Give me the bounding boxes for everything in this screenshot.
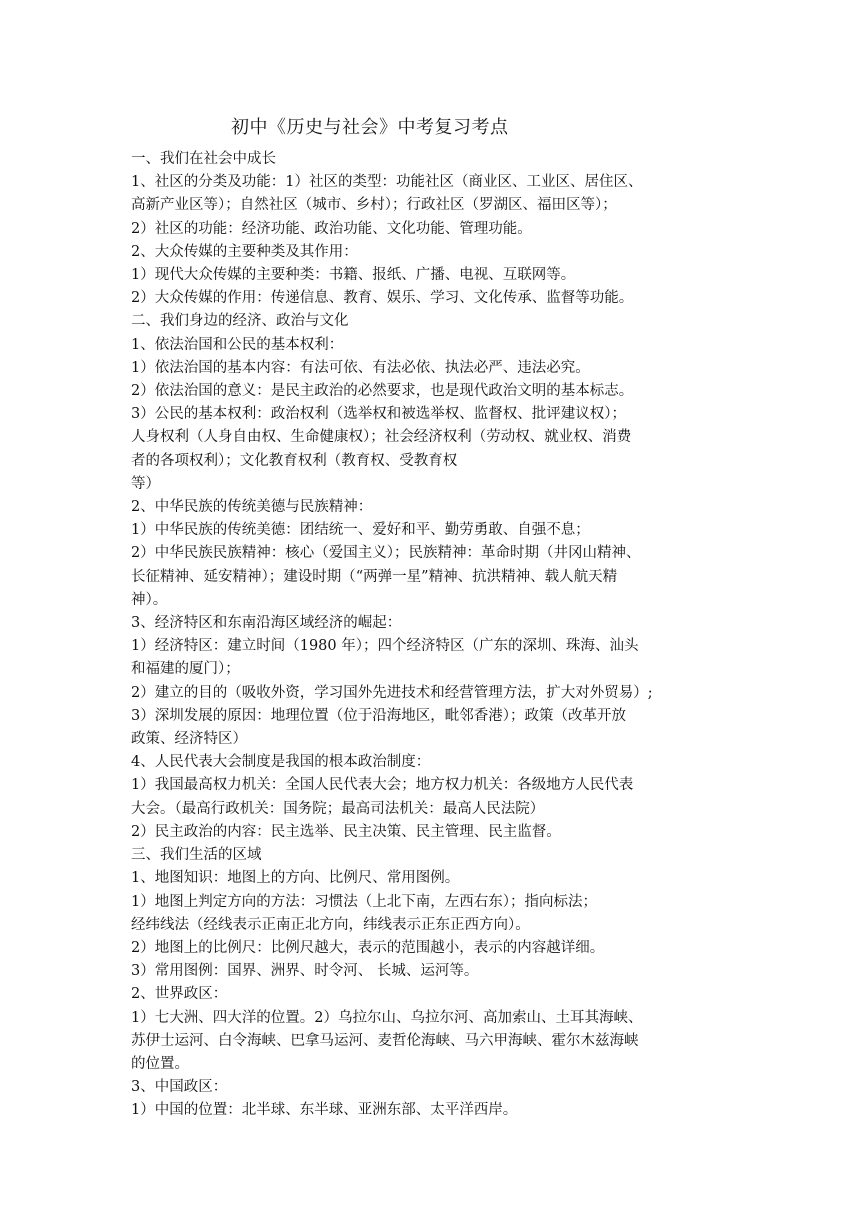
text-line: 苏伊士运河、白令海峡、巴拿马运河、麦哲伦海峡、马六甲海峡、霍尔木兹海峡 bbox=[131, 1032, 639, 1049]
text-line: 3、中国政区： bbox=[131, 1079, 228, 1096]
text-line: 一、我们在社会中成长 bbox=[131, 151, 276, 167]
text-line: 2）大众传媒的作用：传递信息、教育、娱乐、学习、文化传承、监督等功能。 bbox=[131, 290, 634, 307]
text-line: 1、地图知识：地图上的方向、比例尺、常用图例。 bbox=[131, 870, 460, 887]
text-line: 2）民主政治的内容：民主选举、民主决策、民主管理、民主监督。 bbox=[131, 823, 561, 840]
document-body bbox=[131, 148, 736, 1123]
text-line: 1、依法治国和公民的基本权利： bbox=[131, 336, 344, 353]
text-line: 1）中国的位置：北半球、东半球、亚洲东部、太平洋西岸。 bbox=[131, 1102, 518, 1119]
text-line: 2、中华民族的传统美德与民族精神： bbox=[131, 499, 373, 516]
text-line: 3）深圳发展的原因：地理位置（位于沿海地区，毗邻香港）；政策（改革开放 bbox=[131, 707, 626, 724]
text-line: 1）经济特区：建立时间（1980 年）；四个经济特区（广东的深圳、珠海、汕头 bbox=[131, 638, 639, 655]
text-line: 1）地图上判定方向的方法：习惯法（上北下南，左西右东）；指向标法； bbox=[131, 893, 597, 910]
text-line: 者的各项权利）；文化教育权利（教育权、受教育权 bbox=[131, 452, 458, 469]
text-line: 2）建立的目的（吸收外资，学习国外先进技术和经营管理方法，扩大对外贸易）; bbox=[131, 684, 653, 701]
text-line: 经纬线法（经线表示正南正北方向，纬线表示正东正西方向）。 bbox=[131, 916, 530, 933]
text-line: 和福建的厦门）； bbox=[131, 661, 240, 678]
text-line: 1）现代大众传媒的主要种类：书籍、报纸、广播、电视、互联网等。 bbox=[131, 267, 576, 284]
text-line: 2、世界政区： bbox=[131, 986, 228, 1003]
document-page bbox=[131, 114, 736, 1123]
text-line: 2）地图上的比例尺：比例尺越大，表示的范围越小，表示的内容越详细。 bbox=[131, 939, 605, 956]
document-title: 初中《历史与社会》中考复习考点 bbox=[231, 117, 509, 138]
text-line: 高新产业区等）；自然社区（城市、乡村）；行政社区（罗湖区、福田区等）； bbox=[131, 197, 617, 214]
text-line: 3）公民的基本权利：政治权利（选举权和被选举权、监督权、批评建议权）； bbox=[131, 406, 626, 423]
text-line: 三、我们生活的区域 bbox=[131, 847, 262, 864]
text-line: 1）七大洲、四大洋的位置。2）乌拉尔山、乌拉尔河、高加索山、土耳其海峡、 bbox=[131, 1009, 643, 1026]
text-line: 2）依法治国的意义：是民主政治的必然要求，也是现代政治文明的基本标志。 bbox=[131, 383, 634, 400]
text-line: 1）中华民族的传统美德：团结统一、爱好和平、勤劳勇敢、自强不息； bbox=[131, 522, 590, 539]
text-line: 长征精神、延安精神）；建设时期（“两弹一星”精神、抗洪精神、载人航天精 bbox=[131, 568, 618, 585]
text-line: 4、人民代表大会制度是我国的根本政治制度： bbox=[131, 754, 431, 771]
text-line: 2）社区的功能：经济功能、政治功能、文化功能、管理功能。 bbox=[131, 220, 532, 237]
text-line: 2）中华民族民族精神：核心（爱国主义）；民族精神：革命时期（井冈山精神、 bbox=[131, 545, 641, 562]
text-line: 等） bbox=[131, 475, 160, 492]
text-line: 1）我国最高权力机关：全国人民代表大会；地方权力机关：各级地方人民代表 bbox=[131, 777, 634, 794]
text-line: 二、我们身边的经济、政治与文化 bbox=[131, 313, 349, 330]
text-line: 神）。 bbox=[131, 591, 168, 608]
text-line: 大会。（最高行政机关：国务院；最高司法机关：最高人民法院） bbox=[131, 800, 545, 817]
text-line: 的位置。 bbox=[131, 1055, 189, 1072]
text-line: 3、经济特区和东南沿海区域经济的崛起： bbox=[131, 615, 402, 632]
text-line: 1）依法治国的基本内容：有法可依、有法必依、执法必严、违法必究。 bbox=[131, 359, 590, 376]
text-line: 1、社区的分类及功能：1）社区的类型：功能社区（商业区、工业区、居住区、 bbox=[131, 174, 643, 191]
text-line: 3）常用图例：国界、洲界、时令河、 长城、运河等。 bbox=[131, 963, 479, 980]
text-line: 人身权利（人身自由权、生命健康权）；社会经济权利（劳动权、就业权、消费 bbox=[131, 429, 632, 446]
text-line: 2、大众传媒的主要种类及其作用： bbox=[131, 243, 358, 260]
text-line: 政策、经济特区） bbox=[131, 731, 247, 748]
